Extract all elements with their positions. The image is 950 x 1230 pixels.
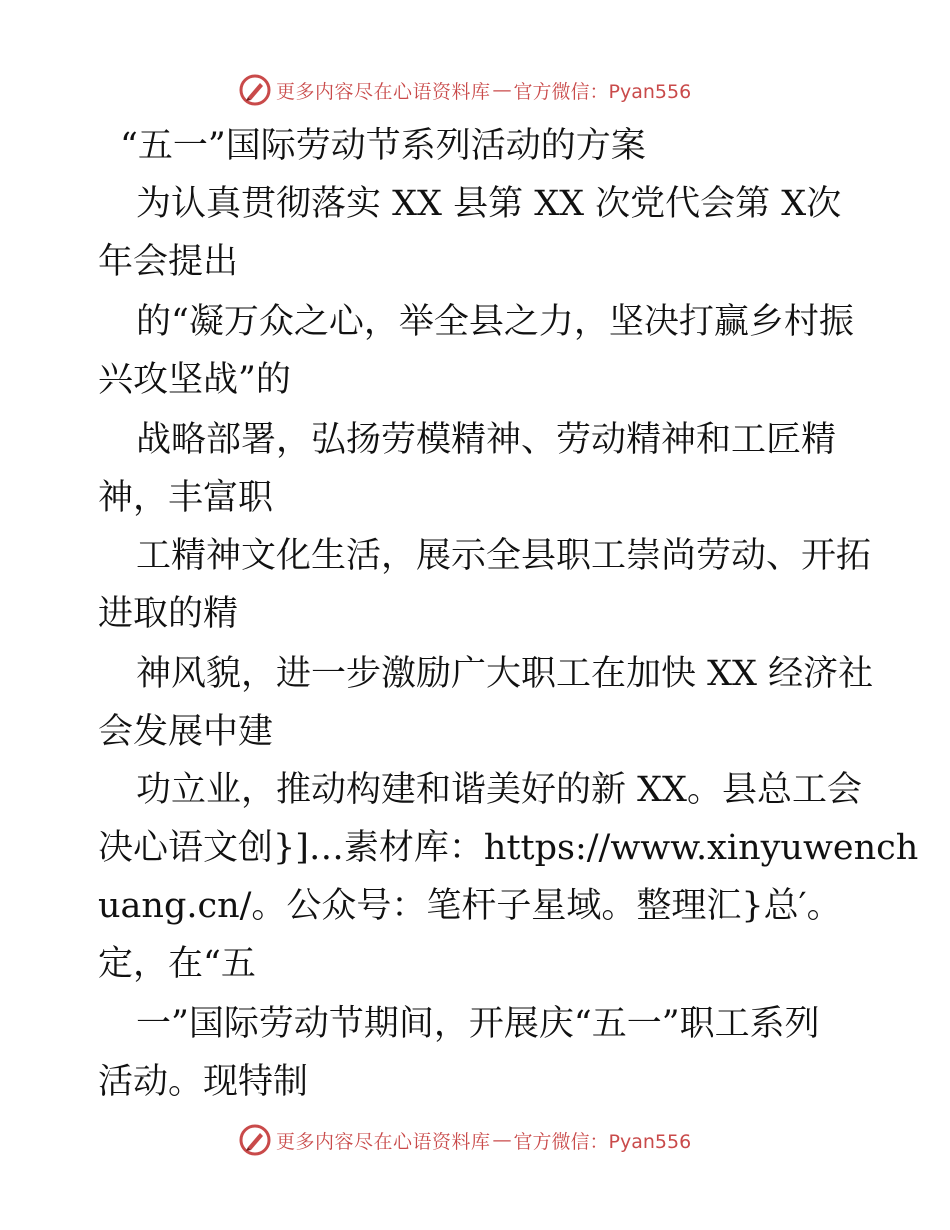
banner-wechat-text: 官方微信：Pyan556 (513, 1130, 692, 1153)
paragraph-line: 一”国际劳动节期间，开展庆“五一”职工系列 (136, 1004, 820, 1044)
pen-logo-icon (238, 1123, 272, 1157)
paragraph-line: 神，丰富职 (98, 478, 274, 518)
paragraph-line: 的“凝万众之心，举全县之力，坚决打赢乡村振 (136, 302, 854, 342)
paragraph-line: 工精神文化生活，展示全县职工崇尚劳动、开拓 (136, 536, 872, 576)
banner-separator: — (492, 79, 512, 101)
paragraph-line: 会发展中建 (98, 712, 274, 752)
footer-watermark-banner (238, 1122, 691, 1158)
paragraph-line: 进取的精 (98, 594, 239, 634)
banner-brand-text: 更多内容尽在心语资料库 (276, 1130, 491, 1153)
paragraph-line: 年会提出 (98, 242, 239, 282)
paragraph-line: 兴攻坚战”的 (98, 360, 291, 400)
banner-separator: — (492, 1129, 512, 1151)
paragraph-line: 战略部署，弘扬劳模精神、劳动精神和工匠精 (136, 420, 837, 460)
paragraph-line: uang.cn/。公众号：笔杆子星域。整理汇}总′。 (98, 886, 842, 926)
paragraph-line: 神风貌，进一步激励广大职工在加快 XX 经济社 (136, 654, 874, 694)
banner-brand-text: 更多内容尽在心语资料库 (276, 80, 491, 103)
paragraph-line: 功立业，推动构建和谐美好的新 XX。县总工会 (136, 770, 862, 810)
paragraph-line: 活动。现特制 (98, 1062, 309, 1102)
paragraph-line: 定，在“五 (98, 944, 256, 984)
document-title: “五一”国际劳动节系列活动的方案 (120, 126, 646, 166)
paragraph-line: 决心语文创}]…素材库：https://www.xinyuwench (98, 828, 919, 868)
banner-wechat-text: 官方微信：Pyan556 (513, 80, 692, 103)
paragraph-line: 为认真贯彻落实 XX 县第 XX 次党代会第 X次 (136, 184, 842, 224)
